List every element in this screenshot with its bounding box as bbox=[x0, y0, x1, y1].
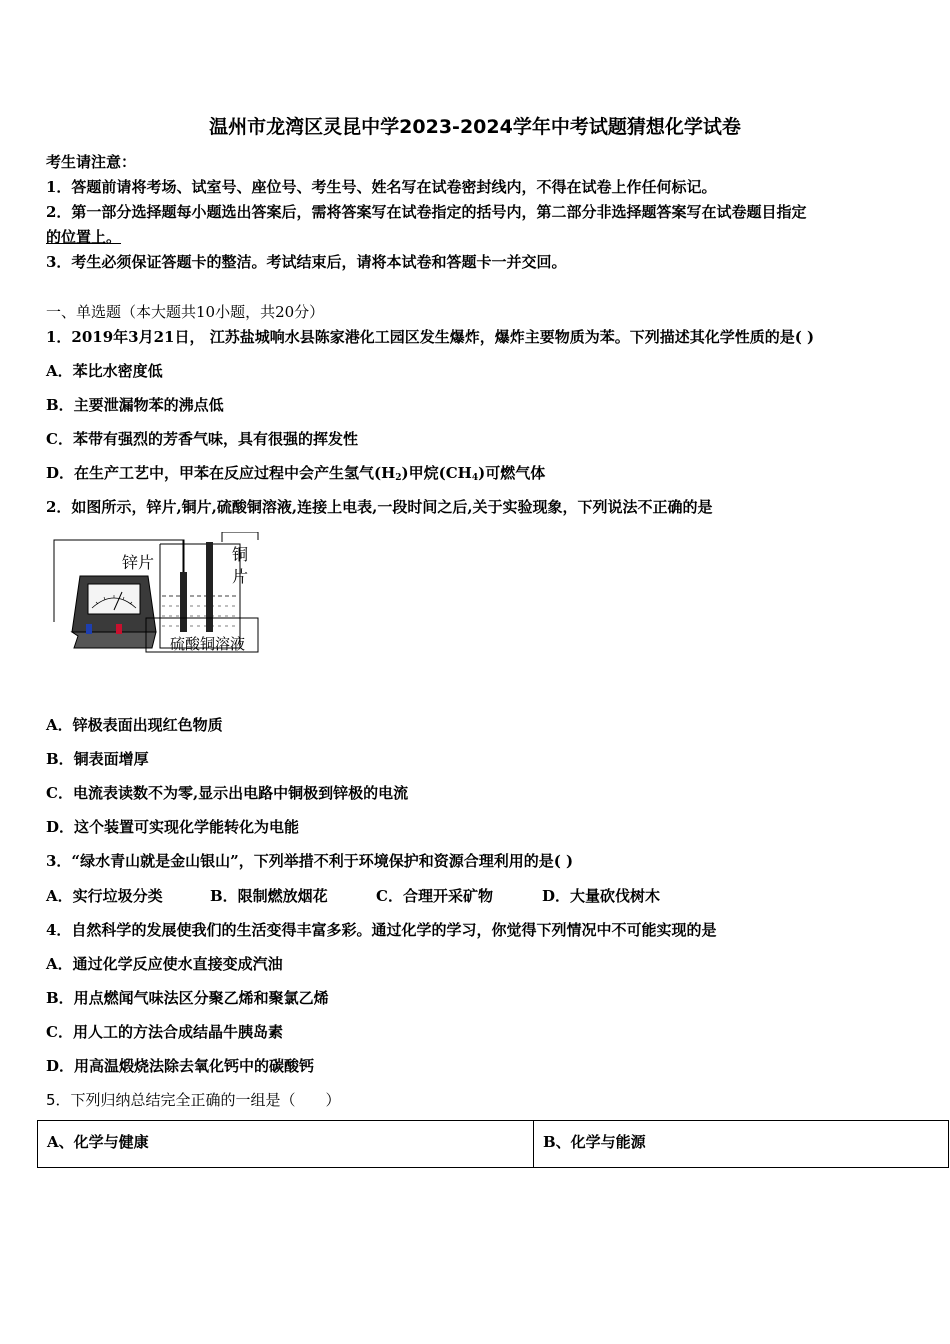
q1-option-d bbox=[46, 463, 545, 488]
page-title: 温州市龙湾区灵昆中学2023-2024学年中考试题猜想化学试卷 bbox=[209, 116, 741, 138]
beaker-icon bbox=[160, 540, 240, 648]
q3-option-a: A．实行垃圾分类 bbox=[46, 887, 163, 905]
q4-stem: 4．自然科学的发展使我们的生活变得丰富多彩。通过化学的学习，你觉得下列情况中不可能实现的是 bbox=[46, 921, 717, 939]
q1-option-b: B．主要泄漏物苯的沸点低 bbox=[46, 396, 224, 414]
q3-stem: 3．“绿水青山就是金山银山”，下列举措不利于环境保护和资源合理利用的是( ) bbox=[46, 852, 574, 870]
galvanic-cell-figure bbox=[44, 532, 266, 656]
q5-table bbox=[37, 1120, 949, 1168]
q1-d-text-3: )可燃气体 bbox=[478, 464, 546, 482]
q1-d-sub-1: 2 bbox=[395, 473, 402, 483]
q1-option-c: C．苯带有强烈的芳香气味，具有很强的挥发性 bbox=[46, 430, 358, 448]
q2-option-b: B．铜表面增厚 bbox=[46, 750, 149, 768]
q3-option-b: B．限制燃放烟花 bbox=[210, 887, 328, 905]
ammeter-icon bbox=[72, 576, 156, 648]
q1-d-text-1: D．在生产工艺中，甲苯在反应过程中会产生氢气(H bbox=[46, 464, 396, 482]
q1-d-text-2: )甲烷(CH bbox=[401, 464, 472, 482]
q1-stem: 1．2019年3月21日， 江苏盐城响水县陈家港化工园区发生爆炸，爆炸主要物质为苯。下列描述其化学性质的是( ) bbox=[46, 328, 815, 346]
q4-option-b: B．用点燃闻气味法区分聚乙烯和聚氯乙烯 bbox=[46, 989, 329, 1007]
section-heading: 一、单选题（本大题共10小题，共20分） bbox=[46, 303, 325, 321]
q5-cell-b-label: B、化学与能源 bbox=[543, 1133, 646, 1151]
q2-stem: 2．如图所示，锌片,铜片,硫酸铜溶液,连接上电表,一段时间之后,关于实验现象，下列说法不正确的是 bbox=[46, 498, 713, 516]
q4-option-c: C．用人工的方法合成结晶牛胰岛素 bbox=[46, 1023, 283, 1041]
zinc-label: 锌片 bbox=[122, 553, 155, 572]
q1-d-sub-2: 4 bbox=[471, 473, 479, 483]
copper-label-1: 铜 bbox=[232, 545, 249, 564]
notice-item-2: 2．第一部分选择题每小题选出答案后，需将答案写在试卷指定的括号内，第二部分非选择题答案写在试卷题目指定 bbox=[46, 203, 807, 221]
notice-heading: 考生请注意： bbox=[46, 153, 137, 171]
q2-option-c: C．电流表读数不为零,显示出电路中铜极到锌极的电流 bbox=[46, 784, 409, 802]
q5-cell-a bbox=[38, 1121, 534, 1167]
q5-cell-a-label: A、化学与健康 bbox=[47, 1133, 149, 1151]
q4-option-a: A．通过化学反应使水直接变成汽油 bbox=[46, 955, 283, 973]
q2-option-a: A．锌极表面出现红色物质 bbox=[46, 716, 223, 734]
red-terminal bbox=[116, 624, 122, 634]
notice-item-1: 1．答题前请将考场、试室号、座位号、考生号、姓名写在试卷密封线内，不得在试卷上作任何标记。 bbox=[46, 178, 717, 196]
copper-label-2: 片 bbox=[232, 567, 249, 586]
zinc-electrode bbox=[180, 572, 187, 632]
q5-stem: 5．下列归纳总结完全正确的一组是（ ） bbox=[46, 1091, 341, 1109]
notice-item-2-cont: 的位置上。 bbox=[46, 228, 122, 246]
q3-option-c: C．合理开采矿物 bbox=[376, 887, 493, 905]
q5-cell-b bbox=[534, 1121, 948, 1167]
blue-terminal bbox=[86, 624, 92, 634]
q3-option-d: D．大量砍伐树木 bbox=[542, 887, 661, 905]
notice-item-3: 3．考生必须保证答题卡的整洁。考试结束后，请将本试卷和答题卡一并交回。 bbox=[46, 253, 567, 271]
q1-option-a: A．苯比水密度低 bbox=[46, 362, 163, 380]
q4-option-d: D．用高温煅烧法除去氧化钙中的碳酸钙 bbox=[46, 1057, 315, 1075]
solution-label: 硫酸铜溶液 bbox=[170, 635, 246, 653]
q2-option-d: D．这个装置可实现化学能转化为电能 bbox=[46, 818, 300, 836]
